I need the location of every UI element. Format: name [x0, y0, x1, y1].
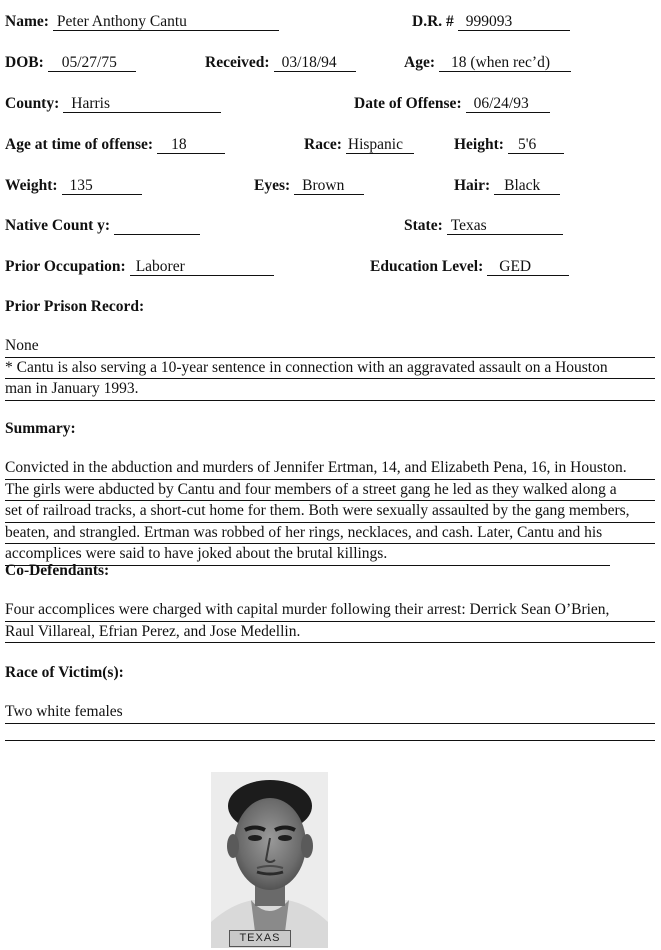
- summary-line: Convicted in the abduction and murders of Jennifer Ertman, 14, and Elizabeth Pena, 16, in Houston.: [5, 458, 655, 480]
- codefendants-line: Raul Villareal, Efrian Perez, and Jose Medellin.: [5, 622, 655, 644]
- education-field: [370, 258, 569, 276]
- prior-record-line: * Cantu is also serving a 10-year sentence in connection with an aggravated assault on a Houston: [5, 358, 655, 380]
- weight-label: Weight:: [5, 177, 58, 194]
- dob-label: DOB:: [5, 54, 44, 71]
- blank-rule: [5, 740, 655, 741]
- occupation-field: [5, 258, 274, 276]
- hair-label: Hair:: [454, 177, 491, 194]
- texas-plate: TEXAS: [229, 930, 291, 947]
- occupation-value: Laborer: [130, 258, 274, 276]
- hair-field: [454, 177, 560, 195]
- victims-heading: Race of Victim(s):: [5, 664, 124, 681]
- received-field: [205, 54, 356, 72]
- native-country-label: Native Count y:: [5, 217, 111, 234]
- dob-field: [5, 54, 136, 72]
- prior-record-line: None: [5, 336, 655, 358]
- age-value: 18 (when rec’d): [439, 54, 571, 72]
- summary-line: set of railroad tracks, a short-cut home for them. Both were sexually assaulted by the gang members,: [5, 501, 655, 523]
- dr-value: 999093: [458, 13, 570, 31]
- state-field: [404, 217, 563, 235]
- dr-label: D.R. #: [412, 13, 454, 30]
- portrait-image: [211, 772, 328, 948]
- occupation-label: Prior Occupation:: [5, 258, 126, 275]
- prior-record-text: [5, 336, 655, 401]
- eyes-field: [254, 177, 364, 195]
- height-value: 5'6: [508, 136, 564, 154]
- dob-value: 05/27/75: [48, 54, 136, 72]
- state-label: State:: [404, 217, 443, 234]
- race-value: Hispanic: [346, 136, 414, 154]
- codefendants-text: [5, 600, 655, 643]
- county-field: [5, 95, 221, 113]
- name-value: Peter Anthony Cantu: [53, 13, 279, 31]
- summary-line: accomplices were said to have joked about the brutal killings.: [5, 544, 610, 566]
- education-label: Education Level:: [370, 258, 484, 275]
- eyes-value: Brown: [294, 177, 364, 195]
- summary-line: beaten, and strangled. Ertman was robbed of her rings, necklaces, and cash. Later, Cantu and his: [5, 523, 655, 545]
- height-field: [454, 136, 564, 154]
- age-at-offense-value: 18: [157, 136, 225, 154]
- name-field: [5, 13, 279, 31]
- age-at-offense-label: Age at time of offense:: [5, 136, 154, 153]
- offense-date-field: [354, 95, 550, 113]
- state-value: Texas: [447, 217, 563, 235]
- victims-line: Two white females: [5, 702, 655, 724]
- summary-heading: Summary:: [5, 420, 76, 437]
- prior-record-heading: Prior Prison Record:: [5, 298, 145, 315]
- county-label: County:: [5, 95, 60, 112]
- offense-date-value: 06/24/93: [466, 95, 550, 113]
- weight-value: 135: [62, 177, 142, 195]
- education-value: GED: [487, 258, 569, 276]
- age-at-offense-field: [5, 136, 225, 154]
- received-label: Received:: [205, 54, 270, 71]
- inmate-photo: [211, 772, 328, 948]
- height-label: Height:: [454, 136, 504, 153]
- native-country-value: [114, 217, 200, 235]
- prior-record-line: man in January 1993.: [5, 379, 655, 401]
- dr-number-field: [412, 13, 570, 31]
- county-value: Harris: [63, 95, 221, 113]
- victims-text: [5, 702, 655, 724]
- name-label: Name:: [5, 13, 49, 30]
- codefendants-line: Four accomplices were charged with capital murder following their arrest: Derrick Sean O’Brien,: [5, 600, 655, 622]
- age-field: [404, 54, 571, 72]
- hair-value: Black: [494, 177, 560, 195]
- age-label: Age:: [404, 54, 435, 71]
- summary-line: The girls were abducted by Cantu and four members of a street gang he led as they walked along a: [5, 480, 655, 502]
- race-label: Race:: [304, 136, 342, 153]
- offense-date-label: Date of Offense:: [354, 95, 462, 112]
- received-value: 03/18/94: [274, 54, 356, 72]
- eyes-label: Eyes:: [254, 177, 291, 194]
- native-country-field: [5, 217, 200, 235]
- codefendants-heading: Co-Defendants:: [5, 562, 110, 579]
- weight-field: [5, 177, 142, 195]
- summary-text: [5, 458, 655, 566]
- race-field: [304, 136, 414, 154]
